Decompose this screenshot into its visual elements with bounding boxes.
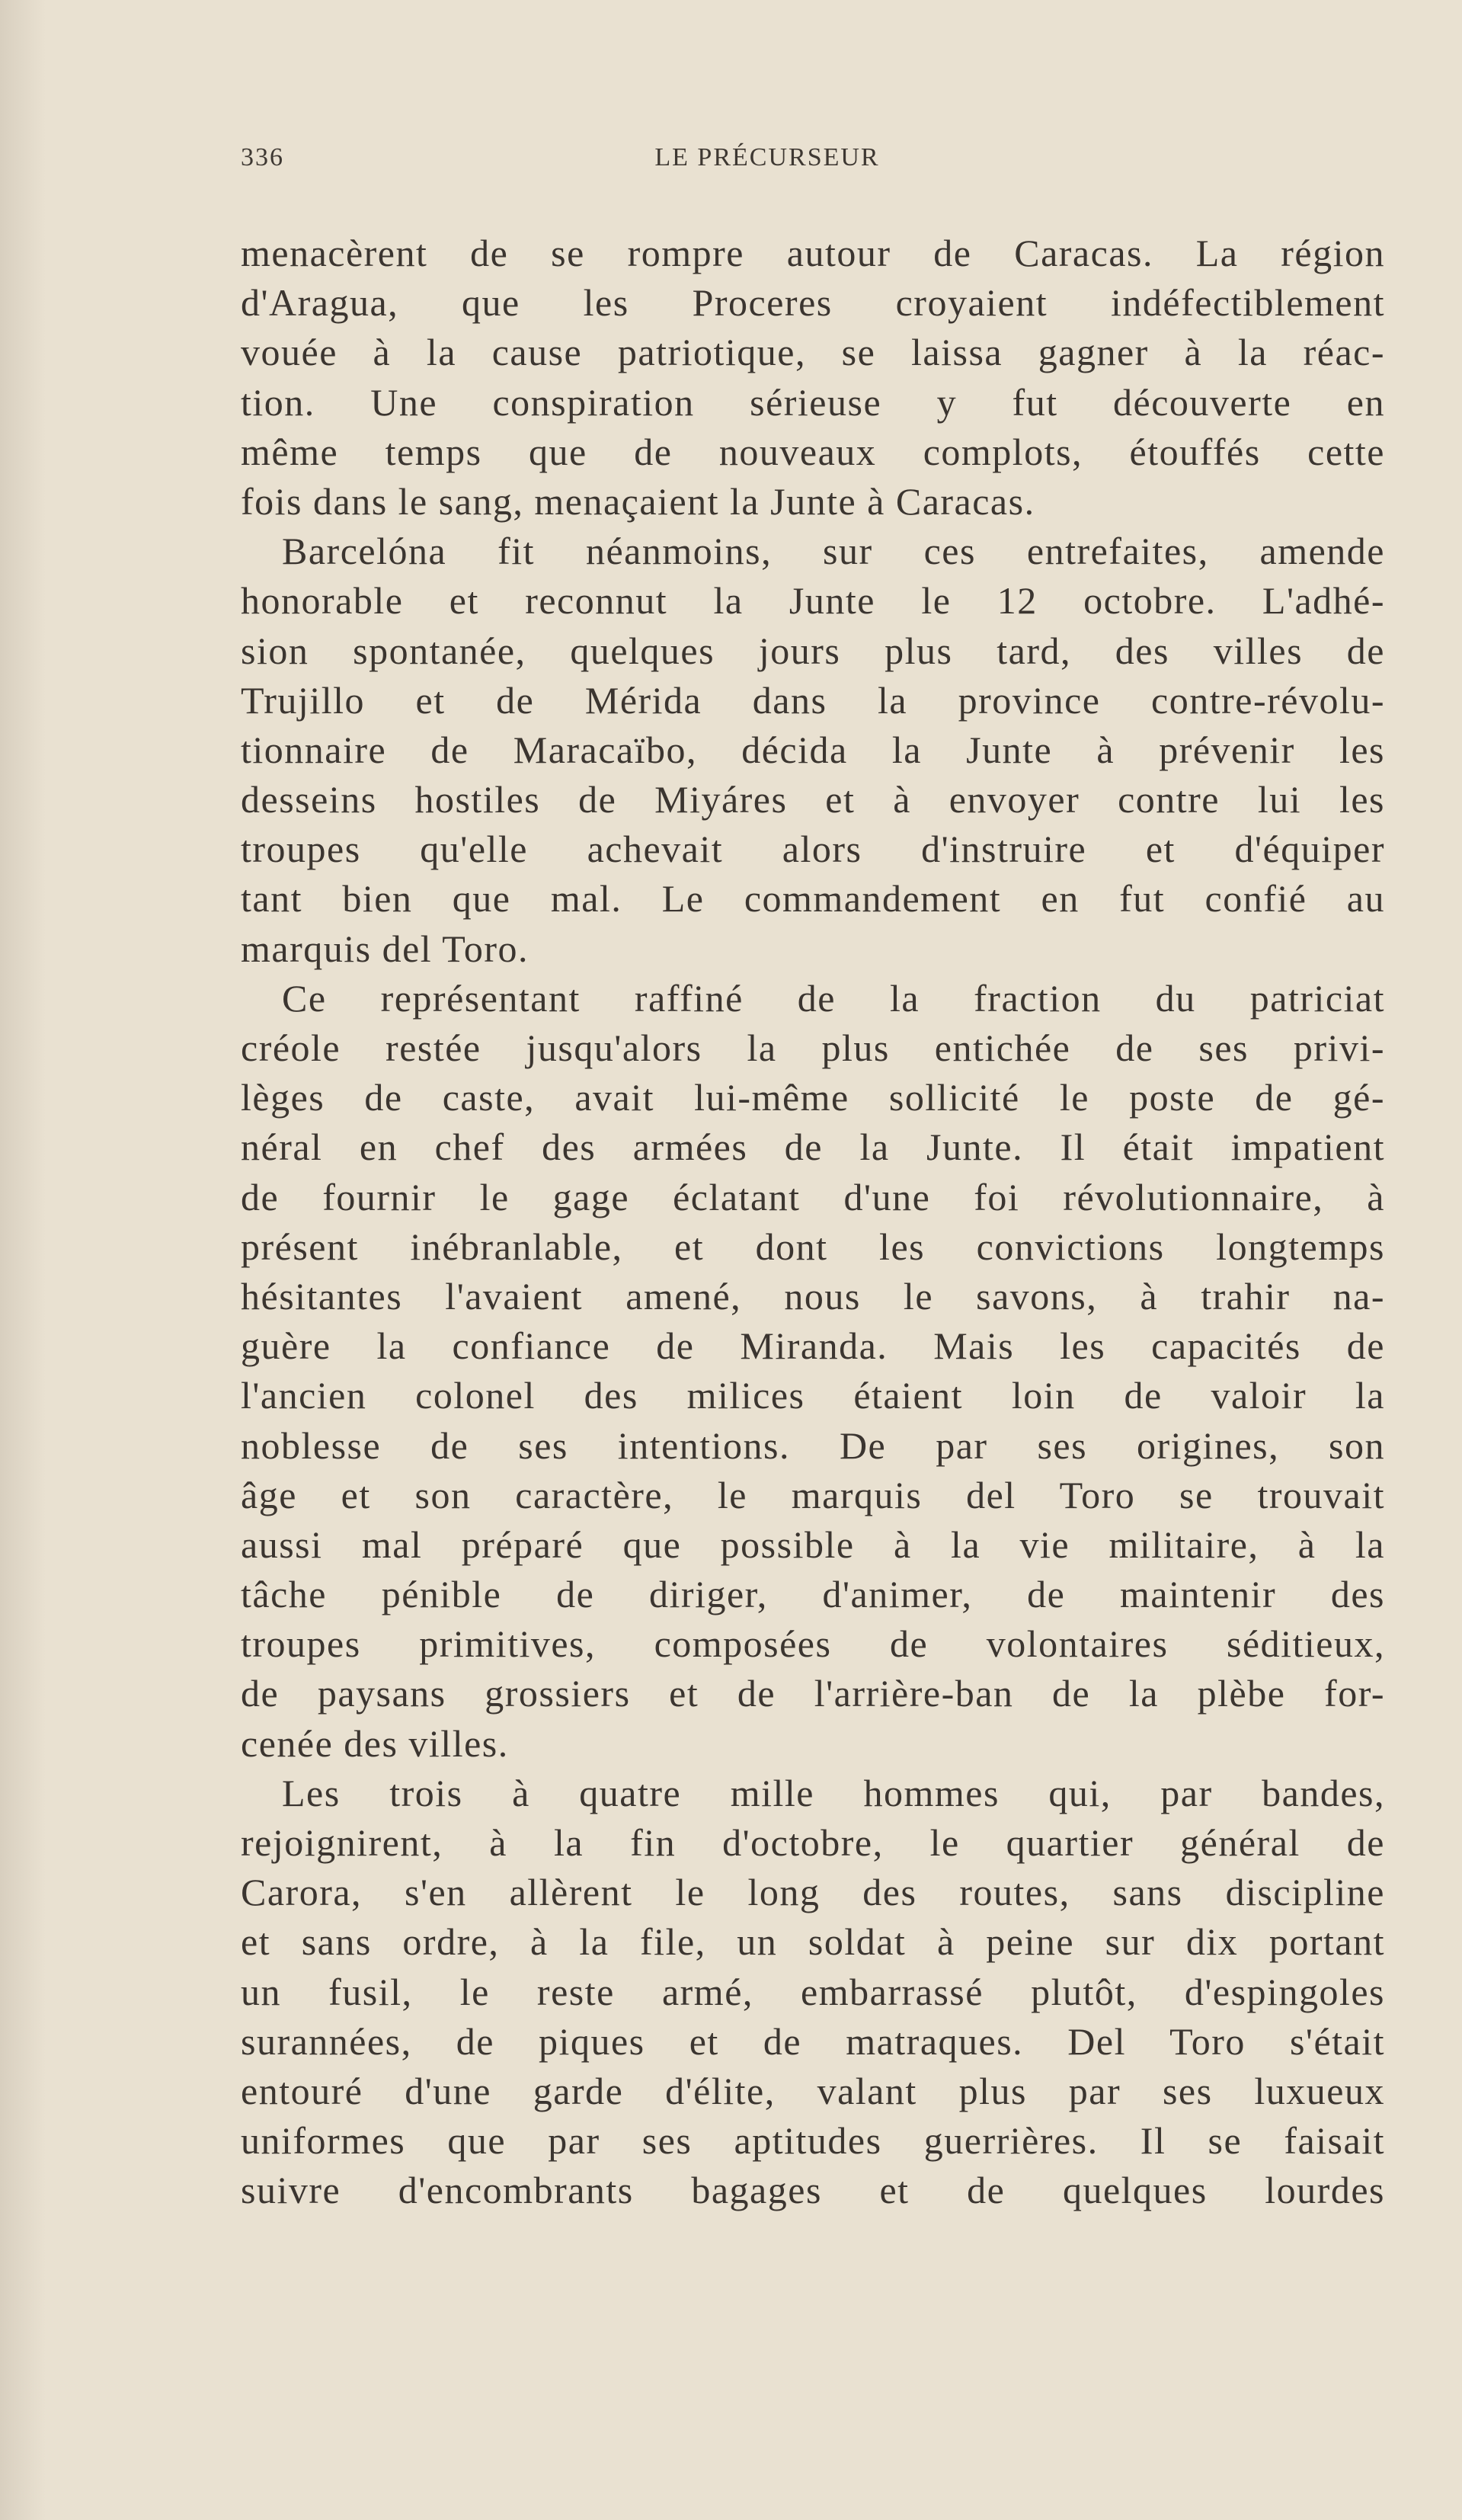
text-line: tion. Une conspiration sérieuse y fut découverte en <box>241 380 1385 424</box>
text-line: et sans ordre, à la file, un soldat à peine sur dix portant <box>241 1920 1385 1964</box>
text-line: surannées, de piques et de matraques. Del Toro s'était <box>241 2019 1385 2063</box>
text-line: marquis del Toro. <box>241 927 529 970</box>
page-number: 336 <box>241 143 284 171</box>
text-line: noblesse de ses intentions. De par ses origines, son <box>241 1423 1385 1467</box>
text-line: présent inébranlable, et dont les convictions longtemps <box>241 1225 1385 1268</box>
text-line: guère la confiance de Miranda. Mais les capacités de <box>241 1324 1385 1368</box>
text-line: hésitantes l'avaient amené, nous le savons, à trahir na- <box>241 1274 1385 1318</box>
text-line: Les trois à quatre mille hommes qui, par bandes, <box>282 1771 1385 1814</box>
text-line: troupes primitives, composées de volontaires séditieux, <box>241 1622 1385 1666</box>
page-edge-shadow <box>0 0 46 2520</box>
running-header <box>241 143 1385 181</box>
text-line: vouée à la cause patriotique, se laissa gagner à la réac- <box>241 331 1385 374</box>
text-line: fois dans le sang, menaçaient la Junte à Caracas. <box>241 479 1035 523</box>
text-line: rejoignirent, à la fin d'octobre, le quartier général de <box>241 1821 1385 1864</box>
paragraph <box>241 229 1385 527</box>
text-line: honorable et reconnut la Junte le 12 octobre. L'adhé- <box>241 579 1385 623</box>
text-line: Trujillo et de Mérida dans la province contre-révolu- <box>241 678 1385 722</box>
paragraph <box>241 1769 1385 2216</box>
text-line: un fusil, le reste armé, embarrassé plutôt, d'espingoles <box>241 1970 1385 2013</box>
text-line: créole restée jusqu'alors la plus entichée de ses privi- <box>241 1026 1385 1069</box>
text-line: troupes qu'elle achevait alors d'instruire et d'équiper <box>241 828 1385 871</box>
text-line: menacèrent de se rompre autour de Caracas. La région <box>241 232 1385 274</box>
text-line: suivre d'encombrants bagages et de quelques lourdes <box>241 2169 1385 2212</box>
text-line: âge et son caractère, le marquis del Toro se trouvait <box>241 1473 1385 1516</box>
text-line: tant bien que mal. Le commandement en fut confié au <box>241 877 1385 921</box>
text-line: Carora, s'en allèrent le long des routes, sans discipline <box>241 1871 1385 1914</box>
text-line: néral en chef des armées de la Junte. Il était impatient <box>241 1126 1385 1169</box>
text-line: Barcelóna fit néanmoins, sur ces entrefaites, amende <box>282 530 1385 573</box>
text-line: entouré d'une garde d'élite, valant plus par ses luxueux <box>241 2069 1385 2112</box>
paragraph <box>241 527 1385 974</box>
text-line: desseins hostiles de Miyáres et à envoyer contre lui les <box>241 778 1385 821</box>
text-line: sion spontanée, quelques jours plus tard, des villes de <box>241 629 1385 672</box>
text-line: aussi mal préparé que possible à la vie militaire, à la <box>241 1523 1385 1566</box>
text-line: lèges de caste, avait lui-même sollicité le poste de gé- <box>241 1076 1385 1119</box>
text-line: tionnaire de Maracaïbo, décida la Junte à prévenir les <box>241 728 1385 771</box>
running-title: LE PRÉCURSEUR <box>654 143 880 171</box>
text-line: même temps que de nouveaux complots, étouffés cette <box>241 430 1385 473</box>
text-line: de paysans grossiers et de l'arrière-ban de la plèbe for- <box>241 1672 1385 1715</box>
text-line: uniformes que par ses aptitudes guerrières. Il se faisait <box>241 2119 1385 2163</box>
paragraph <box>241 974 1385 1769</box>
text-line: Ce représentant raffiné de la fraction du patriciat <box>282 976 1385 1020</box>
text-line: tâche pénible de diriger, d'animer, de maintenir des <box>241 1573 1385 1616</box>
text-line: l'ancien colonel des milices étaient loin de valoir la <box>241 1374 1385 1417</box>
text-line: cenée des villes. <box>241 1721 509 1765</box>
text-line: d'Aragua, que les Proceres croyaient indéfectiblement <box>241 281 1385 325</box>
body-text <box>241 229 1385 2216</box>
text-line: de fournir le gage éclatant d'une foi révolutionnaire, à <box>241 1175 1385 1218</box>
